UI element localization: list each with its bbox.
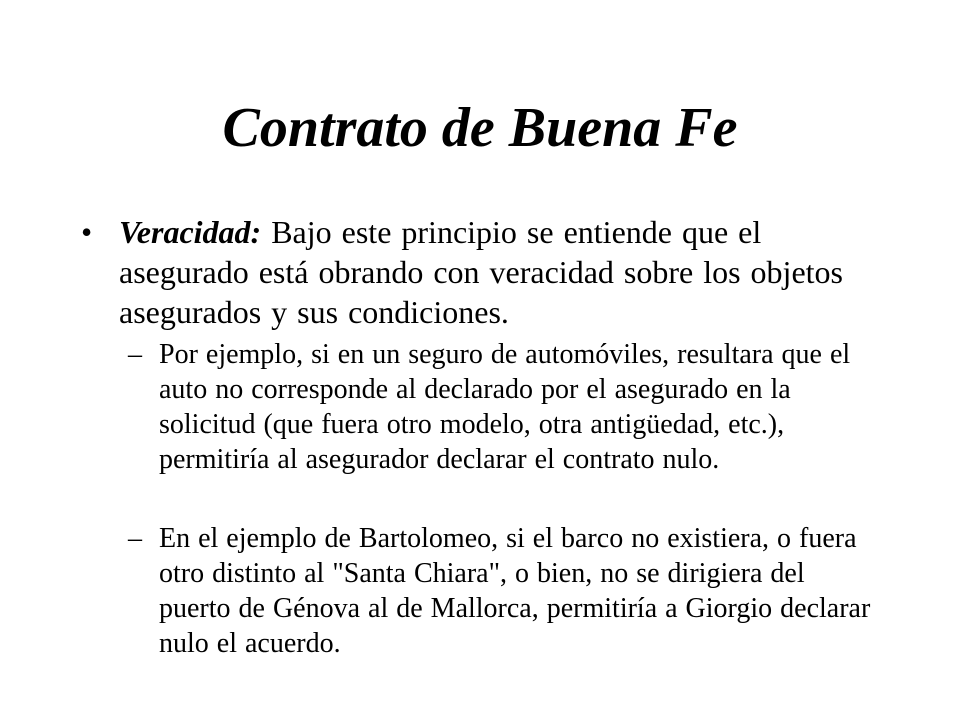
sub-item-text: En el ejemplo de Bartolomeo, si el barco no existiera, o fuera otro distinto al "Santa Chiara", o bien, no se dirigiera del puerto de Génova al de Mallorca, permitiría a Giorgio declarar nulo el acuerdo.: [159, 523, 871, 659]
bullet-item-veracidad: [81, 212, 881, 332]
sub-item-bartolomeo: [128, 521, 878, 661]
sub-bullet-marker: –: [128, 523, 142, 554]
slide-title: Contrato de Buena Fe: [222, 97, 738, 159]
bullet-term: Veracidad:: [119, 214, 262, 250]
sub-bullet-marker: –: [128, 339, 142, 370]
bullet-marker: •: [81, 214, 93, 250]
bullet-text: [119, 212, 881, 332]
sub-item-text: Por ejemplo, si en un seguro de automóviles, resultara que el auto no corresponde al declarado por el asegurado en la solicitud (que fuera otro modelo, otra antigüedad, etc.), permitiría al asegurador declarar el contrato nulo.: [159, 339, 851, 475]
bullet-body: Bajo este principio se entiende que el asegurado está obrando con veracidad sobre los objetos asegurados y sus condiciones.: [119, 214, 843, 330]
sub-item-automoviles: [128, 337, 878, 477]
